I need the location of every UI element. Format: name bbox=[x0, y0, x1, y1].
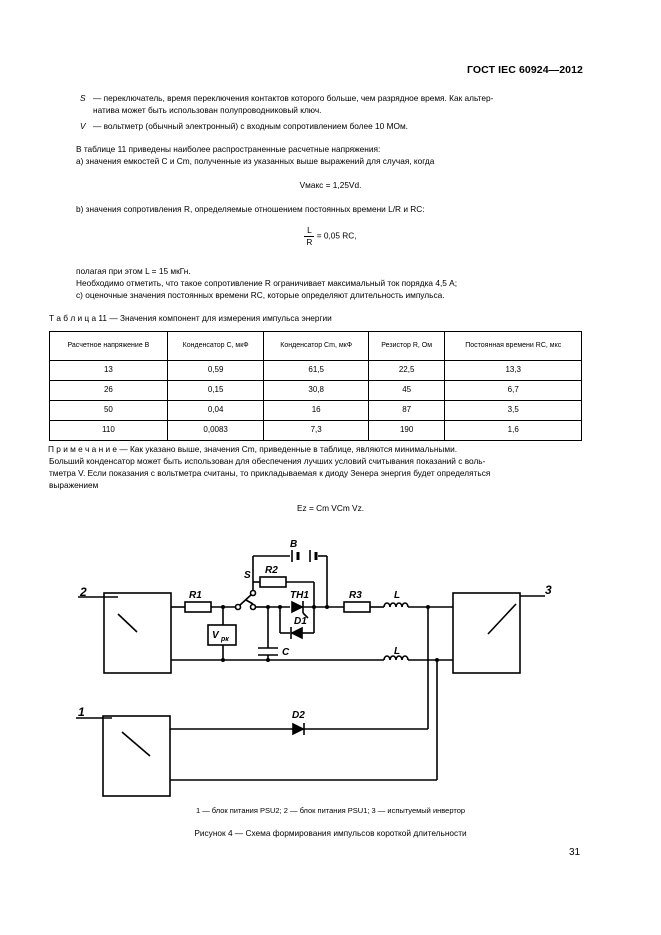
paragraph-4: полагая при этом L = 15 мкГн. bbox=[76, 266, 191, 276]
paragraph-6: c) оценочные значения постоянных времени RC, которые определяют длительность импульса. bbox=[76, 290, 445, 300]
resistor-r1 bbox=[185, 602, 211, 612]
inductor-l1 bbox=[384, 603, 408, 607]
paragraph-5: Необходимо отметить, что такое сопротивление R ограничивает максимальный ток порядка 4,5 А; bbox=[76, 278, 458, 288]
table-header-cell: Конденсатор C, мкФ bbox=[167, 332, 264, 361]
fraction-denominator: R bbox=[306, 236, 313, 247]
table-header-cell: Расчетное напряжение В bbox=[50, 332, 168, 361]
label-v: V bbox=[212, 630, 219, 641]
fraction-numerator: L bbox=[304, 225, 314, 237]
node-dot bbox=[221, 605, 225, 609]
block-1-leader bbox=[122, 732, 150, 756]
legend-text-s: — переключатель, время переключения контактов которого больше, чем разрядное время. Как альтер- bbox=[93, 93, 494, 103]
table-cell: 110 bbox=[50, 421, 168, 441]
formula-2-rest: = 0,05 RC, bbox=[316, 230, 357, 241]
node-dot bbox=[325, 605, 329, 609]
circuit-diagram bbox=[0, 530, 661, 800]
table-cell: 30,8 bbox=[264, 381, 368, 401]
thyristor-th1 bbox=[292, 602, 302, 612]
node-dot bbox=[278, 605, 282, 609]
table-cell: 13,3 bbox=[445, 361, 582, 381]
node-dot bbox=[426, 605, 430, 609]
standard-header: ГОСТ IEC 60924—2012 bbox=[466, 64, 583, 76]
block-psu1 bbox=[104, 593, 171, 673]
table-cell: 13 bbox=[50, 361, 168, 381]
node-dot bbox=[435, 658, 439, 662]
table-cell: 87 bbox=[368, 401, 445, 421]
label-d1: D1 bbox=[294, 616, 307, 627]
label-l1: L bbox=[394, 590, 401, 601]
paragraph-2: a) значения емкостей C и Cm, полученные из указанных выше выражений для случая, когда bbox=[76, 156, 435, 166]
formula-1: Vмакс = 1,25Vd. bbox=[299, 180, 362, 190]
table-cell: 26 bbox=[50, 381, 168, 401]
table-cell: 61,5 bbox=[264, 361, 368, 381]
switch-contact-bottom bbox=[251, 605, 256, 610]
table-cell: 0,04 bbox=[167, 401, 264, 421]
table-cell: 16 bbox=[264, 401, 368, 421]
table-header-cell: Конденсатор Cm, мкФ bbox=[264, 332, 368, 361]
diode-d1 bbox=[292, 628, 302, 638]
note-line-3: тметра V. Если показания с вольтметра считаны, то прикладываемая к диоду Зенера энергия будет определяться bbox=[49, 468, 491, 478]
formula-3: Ez = Cm VCm Vz. bbox=[296, 503, 365, 513]
table-row bbox=[50, 381, 582, 401]
switch-contact-left bbox=[236, 605, 241, 610]
note-line-4: выражением bbox=[49, 480, 99, 490]
label-r2: R2 bbox=[265, 565, 278, 576]
table-11 bbox=[49, 331, 582, 441]
label-r3: R3 bbox=[349, 590, 362, 601]
formula-2 bbox=[0, 225, 661, 248]
label-num-3: 3 bbox=[545, 583, 552, 597]
legend-text-v: — вольтметр (обычный электронный) с входным сопротивлением более 10 МОм. bbox=[93, 121, 408, 131]
label-v-sub: рк bbox=[221, 636, 229, 643]
fraction bbox=[304, 225, 314, 248]
page-number: 31 bbox=[569, 847, 581, 858]
table-header-cell: Резистор R, Ом bbox=[368, 332, 445, 361]
table-cell: 6,7 bbox=[445, 381, 582, 401]
label-b: B bbox=[290, 539, 298, 550]
table-row bbox=[50, 421, 582, 441]
table-cell: 7,3 bbox=[264, 421, 368, 441]
table-cell: 45 bbox=[368, 381, 445, 401]
table-cell: 0,15 bbox=[167, 381, 264, 401]
table-cell: 0,59 bbox=[167, 361, 264, 381]
switch-contact-top bbox=[251, 591, 256, 596]
table-caption-prefix: Т а б л и ц а bbox=[49, 313, 97, 323]
label-s: S bbox=[244, 570, 251, 581]
figure-caption: Рисунок 4 — Схема формирования импульсов короткой длительности bbox=[194, 828, 467, 838]
node-dot bbox=[312, 605, 316, 609]
node-dot bbox=[221, 658, 225, 662]
legend-symbol-v: V bbox=[80, 121, 86, 131]
note-line-2: Больший конденсатор может быть использован для обеспечения лучших условий считывания показаний с воль- bbox=[49, 456, 486, 466]
paragraph-1: В таблице 11 приведены наиболее распространенные расчетные напряжения: bbox=[76, 144, 381, 154]
label-num-2: 2 bbox=[80, 585, 87, 599]
node-dot bbox=[266, 605, 270, 609]
note-text-1: — Как указано выше, значения Cm, приведенные в таблице, являются минимальными. bbox=[119, 444, 458, 454]
table-caption-text: 11 — Значения компонент для измерения импульса энергии bbox=[98, 313, 332, 323]
block-psu2 bbox=[103, 716, 170, 796]
paragraph-3: b) значения сопротивления R, определяемые отношением постоянных времени L/R и RC: bbox=[76, 204, 425, 214]
table-cell: 1,6 bbox=[445, 421, 582, 441]
note-line-1 bbox=[48, 444, 582, 455]
table-cell: 190 bbox=[368, 421, 445, 441]
diode-d2 bbox=[293, 724, 303, 734]
table-row bbox=[50, 401, 582, 421]
switch-blade bbox=[240, 594, 252, 605]
table-cell: 3,5 bbox=[445, 401, 582, 421]
table-caption bbox=[49, 313, 332, 324]
table-row bbox=[50, 361, 582, 381]
table-cell: 0,0083 bbox=[167, 421, 264, 441]
legend-text-s-cont: нативa может быть использован полупроводниковый ключ. bbox=[93, 105, 322, 115]
label-th1: TH1 bbox=[290, 590, 309, 601]
resistor-r2 bbox=[260, 577, 286, 587]
block-3-leader bbox=[488, 604, 516, 634]
table-header-row bbox=[50, 332, 582, 361]
label-d2: D2 bbox=[292, 710, 305, 721]
label-num-1: 1 bbox=[78, 705, 85, 719]
resistor-r3 bbox=[344, 602, 370, 612]
figure-legend: 1 — блок питания PSU2; 2 — блок питания PSU1; 3 — испытуемый инвертор bbox=[195, 806, 466, 815]
table-header-cell: Постоянная времени RC, мкс bbox=[445, 332, 582, 361]
label-r1: R1 bbox=[189, 590, 202, 601]
legend-symbol-s: S bbox=[80, 93, 86, 103]
block-2-leader bbox=[118, 614, 137, 632]
table-cell: 22,5 bbox=[368, 361, 445, 381]
block-inverter bbox=[453, 593, 520, 673]
label-c: C bbox=[282, 647, 290, 658]
note-label: П р и м е ч а н и е bbox=[48, 444, 118, 454]
table-cell: 50 bbox=[50, 401, 168, 421]
label-l2: L bbox=[394, 646, 401, 657]
node-dot bbox=[266, 658, 270, 662]
